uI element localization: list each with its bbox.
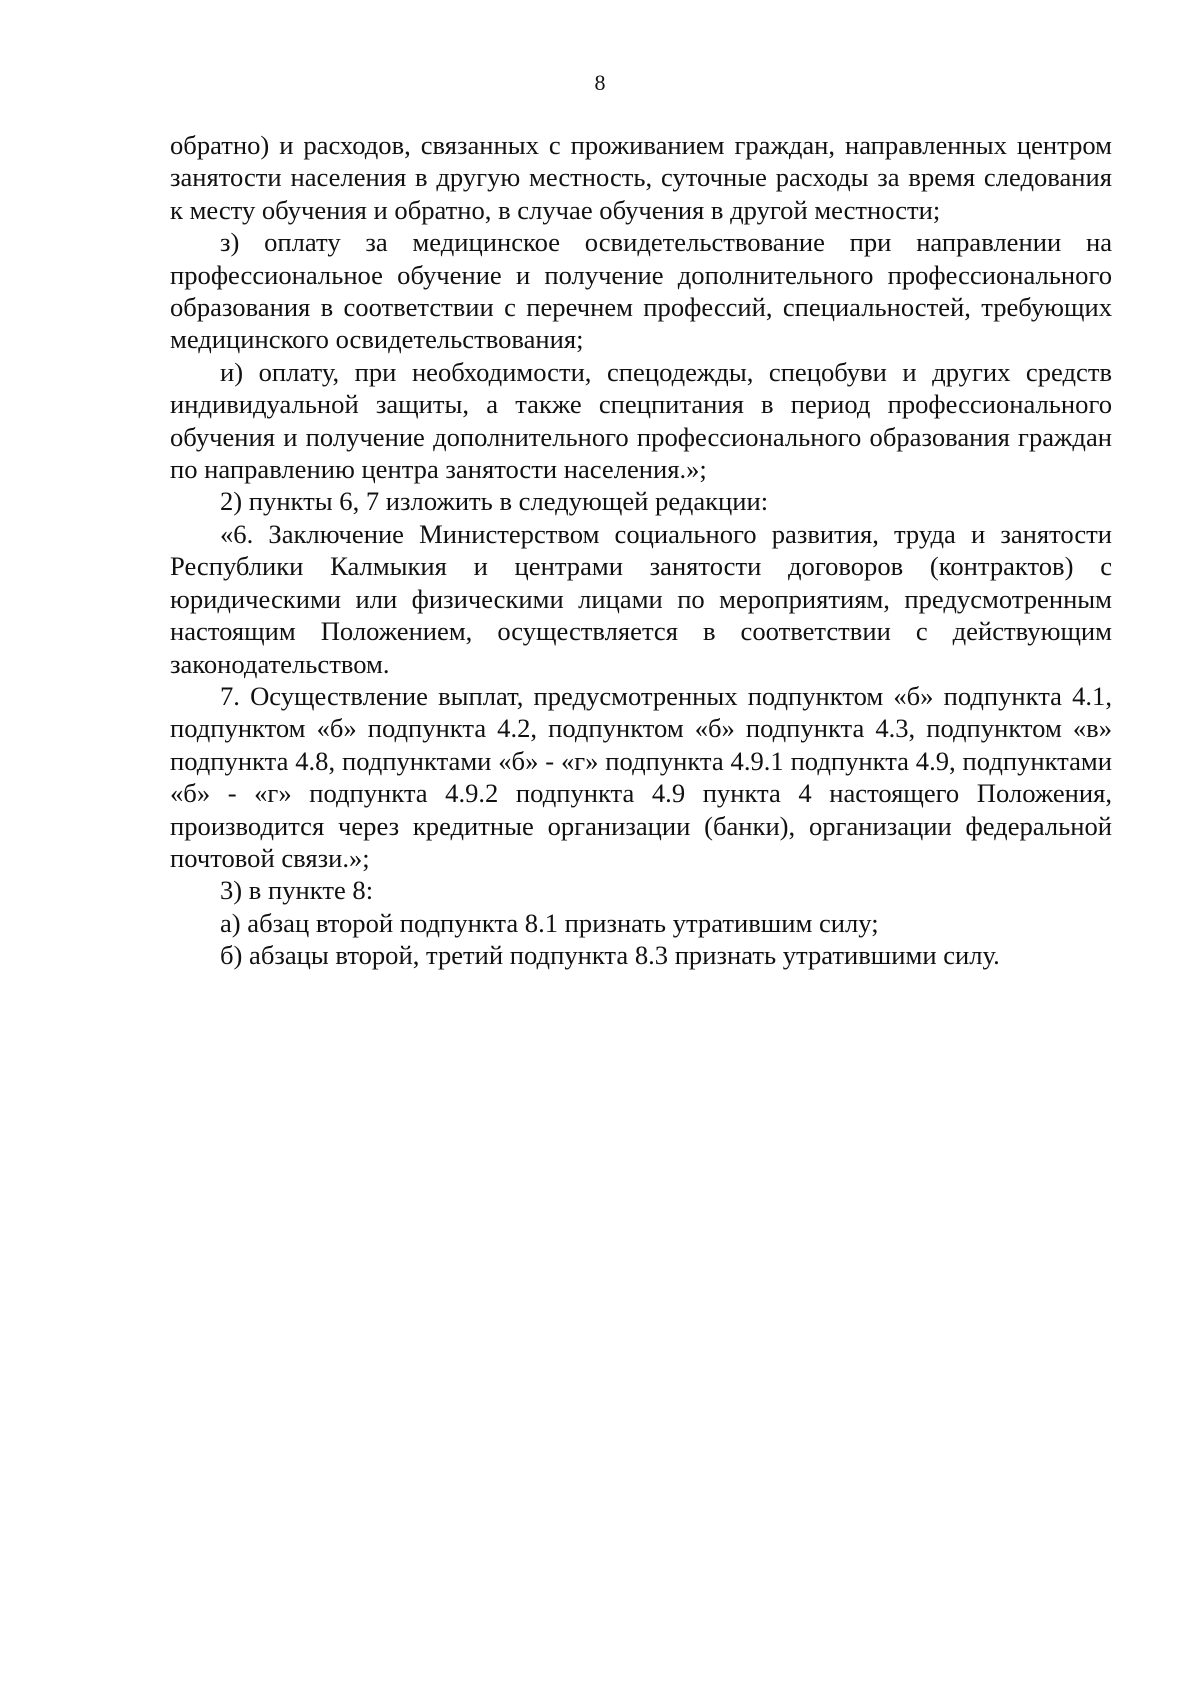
paragraph-item-z: з) оплату за медицинское освидетельствование при направлении на профессиональное обучение и получение дополнительного профессионального образования в соответствии с перечнем профессий, специальностей, требующих медицинского освидетельствования;	[170, 227, 1112, 355]
paragraph-point-7: 7. Осуществление выплат, предусмотренных подпунктом «б» подпункта 4.1, подпунктом «б» подпункта 4.2, подпунктом «б» подпункта 4.3, подпунктом «в» подпункта 4.8, подпунктами «б» - «г» подпункта 4.9.1 подпункта 4.9, подпунктами «б» - «г» подпункта 4.9.2 подпункта 4.9 пункта 4 настоящего Положения, производится через кредитные организации (банки), организации федеральной почтовой связи.»;	[170, 680, 1112, 873]
page-number: 8	[594, 70, 606, 95]
document-body	[170, 129, 1112, 972]
paragraph-continuation: обратно) и расходов, связанных с проживанием граждан, направленных центром занятости населения в другую местность, суточные расходы за время следования к месту обучения и обратно, в случае обучения в другой местности;	[170, 130, 1112, 225]
paragraph-clause-2: 2) пункты 6, 7 изложить в следующей редакции:	[220, 486, 769, 517]
paragraph-item-i: и) оплату, при необходимости, спецодежды, спецобуви и других средств индивидуальной защиты, а также спецпитания в период профессионального обучения и получение дополнительного профессионального образования граждан по направлению центра занятости населения.»;	[170, 356, 1112, 485]
paragraph-item-a: а) абзац второй подпункта 8.1 признать утратившим силу;	[220, 907, 879, 938]
paragraph-point-6: «6. Заключение Министерством социального развития, труда и занятости Республики Калмыкия и центрами занятости договоров (контрактов) с юридическими или физическими лицами по мероприятиям, предусмотренным настоящим Положением, осуществляется в соответствии с действующим законодательством.	[170, 518, 1112, 679]
paragraph-item-b: б) абзацы второй, третий подпункта 8.3 признать утратившими силу.	[220, 940, 1000, 971]
paragraph-clause-3: 3) в пункте 8:	[220, 875, 374, 906]
